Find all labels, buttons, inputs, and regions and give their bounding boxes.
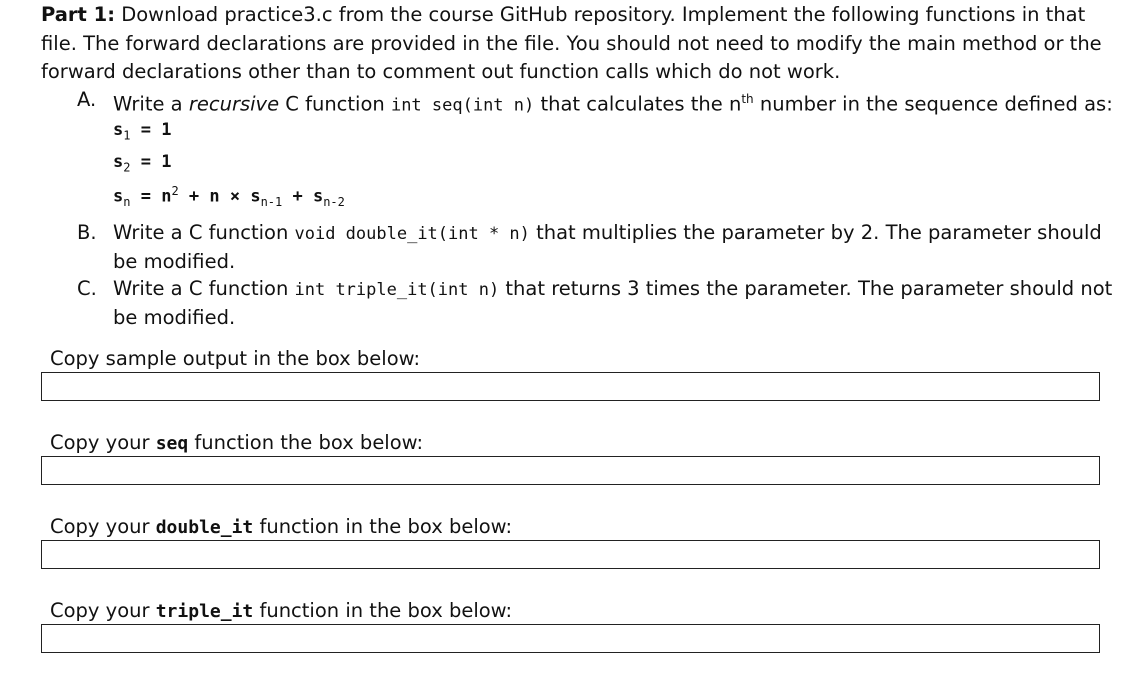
part-label: Part 1: — [41, 3, 116, 26]
sequence-line-1: $s_1 = 1$ — [113, 120, 172, 143]
sequence-line-2: $s_2 = 1$ — [113, 152, 172, 175]
task-c-text-post: that returns 3 times the parameter. The parameter should not be modified. — [113, 276, 1113, 329]
seq-function-label: Copy your seq function the box below: — [50, 431, 424, 454]
task-a-text-mid: C function — [279, 92, 391, 116]
double-it-function-box[interactable] — [41, 540, 1100, 569]
task-marker-a: A. — [77, 88, 97, 111]
part-description: Download practice3.c from the course GitHub repository. Implement the following functions in that file. The forward declarations are provided in the file. You should not need to modify the main method or the forward declarations other than to comment out function calls which do not work. — [41, 3, 1102, 83]
task-a-text: Write a — [113, 92, 189, 116]
task-c-signature: int triple_it(int n) — [294, 279, 500, 300]
task-item-b — [77, 219, 1117, 275]
task-b-signature: void double_it(int * n) — [294, 223, 530, 244]
sample-output-label: Copy sample output in the box below: — [50, 347, 421, 370]
sample-output-box[interactable] — [41, 372, 1100, 401]
triple-it-function-label: Copy your triple_it function in the box below: — [50, 599, 513, 622]
seq-function-box[interactable] — [41, 456, 1100, 485]
task-marker-c: C. — [77, 276, 97, 300]
task-item-c — [77, 275, 1117, 331]
task-a-superscript: th — [741, 92, 754, 106]
task-a-text-end: number in the sequence defined as: — [753, 92, 1113, 116]
task-a-signature: int seq(int n) — [390, 95, 535, 116]
task-item-a — [77, 86, 1117, 120]
double-it-function-label: Copy your double_it function in the box below: — [50, 515, 513, 538]
task-a-emphasis: recursive — [188, 92, 280, 116]
part-1-instructions — [41, 1, 1111, 87]
task-b-text: Write a C function — [113, 220, 295, 244]
task-marker-b: B. — [77, 220, 97, 244]
task-a-text-post: that calculates the n — [534, 92, 742, 116]
task-b-text-post: that multiplies the parameter by 2. The parameter should be modified. — [113, 220, 1102, 273]
task-c-text: Write a C function — [113, 276, 295, 300]
triple-it-function-box[interactable] — [41, 624, 1100, 653]
sequence-line-n: $s_n = n^2 + n \times s_{n-1} + s_{n-2}$ — [113, 184, 345, 210]
